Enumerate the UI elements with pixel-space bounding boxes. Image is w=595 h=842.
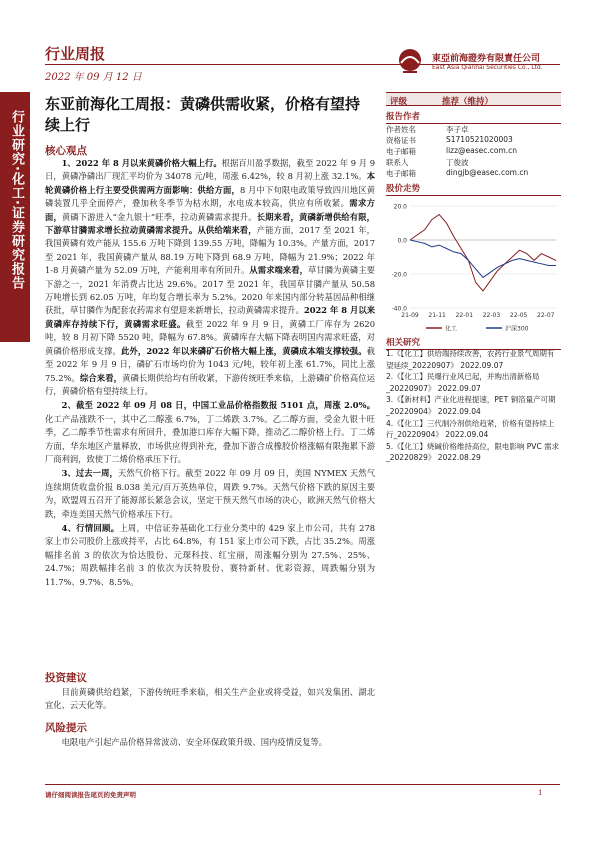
- analyst-row: [386, 146, 561, 156]
- analyst-row: [386, 135, 561, 145]
- analyst-row-value: 李子卓: [446, 125, 469, 134]
- text: 黄磷长期供给均有所收紧，下游传统旺季来临，上游磷矿价格高位运行，黄磷价格有望持续上行。: [45, 372, 375, 396]
- series-line: [410, 215, 556, 292]
- bold-text: 综合来看，: [79, 372, 123, 383]
- x-tick-label: 21-11: [428, 312, 446, 319]
- x-tick-label: 21-09: [401, 312, 419, 319]
- text: 化工产品涨跌不一，其中乙二醇涨 6.7%，丁二烯跌 3.7%。乙二醇方面，受金九银十旺季，乙二醇季节性需求有所回升，叠加港口库存大幅下降，推动乙二醇价格上行。丁二烯方面，华东地区产量释放，市场供应得到补充，叠加下游合成橡胶价格涨幅有限拖累下游厂商利润，致使丁二烯价格承压下行。: [45, 413, 375, 464]
- footer-disclaimer: 请仔细阅读报告尾页的免责声明: [45, 791, 136, 799]
- company-name-en: East Asia Qianhai Securities Co., Ltd.: [432, 64, 543, 71]
- analyst-row-key: 联系人: [386, 158, 409, 167]
- analyst-row: [386, 124, 561, 134]
- bold-text: 3、过去一周，: [61, 468, 118, 479]
- y-tick-label: 0.0: [397, 237, 407, 245]
- related-item[interactable]: 5.《【化工】烧碱价格维持高位，限电影响 PVC 需求_20220829》 2022.08.29: [386, 441, 560, 463]
- x-tick-label: 22-01: [455, 312, 474, 319]
- analyst-row: [386, 168, 561, 178]
- text: 8 月中下旬限电政策导致四川地区黄磷装置几乎全面停产，叠加秋冬季节为枯水期，水电成本较高，供应有所收紧。: [45, 184, 375, 209]
- stock-trend-heading: 股价走势: [386, 182, 561, 196]
- y-tick-label: -40.0: [391, 305, 407, 313]
- analyst-row: [386, 157, 561, 167]
- analyst-row-value: dingjb@easec.com.cn: [446, 168, 529, 177]
- report-date: 2022 年 09 月 12 日: [45, 72, 142, 83]
- section-risk: 风险提示: [45, 722, 87, 734]
- legend-label: 化工: [445, 325, 458, 333]
- investment-text: 目前黄磷供给趋紧，下游传统旺季来临，相关生产企业或将受益，如兴发集团、湖北宜化、云天化等。: [45, 687, 375, 711]
- page-number: 1: [538, 789, 543, 797]
- analyst-row-value: lizz@easec.com.cn: [446, 146, 518, 155]
- analyst-row-value: 丁俊波: [446, 158, 469, 167]
- analyst-heading: 报告作者: [386, 110, 561, 124]
- text: 天然气价格下行。截至 2022 年 09 月 09 日，美国 NYMEX 天然气连续期货收盘价报 8.038 美元/百万英热单位，周跌 9.7%。天然气价格下跌的原因主要为，欧盟周五召开了能源部长紧急会议，坚定干预天然气市场的决心，欧洲天然气价格大跌，牵连美国天然气价格承压下行。: [45, 468, 375, 519]
- related-item[interactable]: 3.《【新材料】产业化进程提速，PET 铜箔量产可期 _20220904》 2022.09.04: [386, 395, 556, 416]
- y-tick-label: 20.0: [393, 203, 407, 211]
- footer-divider: [45, 784, 560, 785]
- paragraph-1: [45, 157, 375, 398]
- investment-body: [45, 686, 375, 714]
- bold-text: 需求方面，: [45, 198, 375, 222]
- bold-text: 4、行情回顾。: [61, 522, 120, 533]
- related-heading: 相关研究: [386, 336, 561, 350]
- analyst-row-key: 电子邮箱: [386, 169, 416, 178]
- sidebar-label: 行业研究·化工·证券研究报告: [9, 110, 24, 290]
- series-line: [410, 240, 556, 277]
- section-investment: 投资建议: [45, 672, 87, 684]
- analyst-row-value: S1710521020003: [446, 135, 513, 144]
- paragraph-2: [45, 399, 375, 466]
- bold-text: 2022 年 8 月以来黄磷库存持续下行，黄磷需求旺盛。: [45, 305, 375, 329]
- text: 产能方面，2017 至 2021 年，我国黄磷有效产能从 155.6 万吨下降到 139.55 万吨，降幅为 10.3%。产量方面，2017 至 2021 年，我国黄磷产量从 88.19 万吨下降到 68.9 万吨，降幅为 21.9%；2022 年 1-8 月黄磷产量为 52.09 万吨，产能利用率有所回升。: [45, 225, 375, 276]
- text: 上周，中信证券基础化工行业分类中的 429 家上市公司，共有 278 家上市公司股价上涨或持平，占比 64.8%，有 151 家上市公司下跌，占比 35.2%。周涨幅排名前 3 的依次为恰达股份、元琛科技、红宝丽，周涨幅分别为 27.5%、25%、24.7%；周跌幅排名前 3 的依次为沃特股份、赛特新材、优彩资源，周跌幅分别为 11.7%、9.7%、8.5%。: [45, 522, 375, 587]
- company-name-cn: 東亞前海證券有限責任公司: [432, 54, 541, 64]
- bold-text: 1、2022 年 8 月以来黄磷价格大幅上行。: [61, 158, 222, 168]
- bold-text: 长期来看，黄磷新增供给有限，下游草甘膦需求增长拉动黄磷需求提升。从供给端来看，: [45, 211, 375, 236]
- rating-label: 评级: [390, 97, 408, 107]
- analyst-row-key: 资格证书: [386, 136, 416, 145]
- x-tick-label: 22-07: [537, 312, 555, 319]
- analyst-row-key: 作者姓名: [386, 125, 416, 134]
- text: 截至 2022 年 9 月 9 日，磷矿石市场均价为 1043 元/吨，较年初上涨 61.7%，同比上涨 75.2%。: [45, 345, 375, 383]
- x-tick-label: 22-05: [509, 312, 528, 319]
- paragraph-4: [45, 522, 375, 589]
- x-tick-label: 22-03: [482, 312, 501, 319]
- analyst-row-key: 电子邮箱: [386, 147, 416, 156]
- bold-text: 此外，2022 年以来磷矿石价格大幅上涨，黄磷成本端支撑较强。: [121, 345, 367, 356]
- rating-value: 推荐（维持）: [442, 97, 494, 107]
- text: 黄磷下游进入“金九银十”旺季，拉动黄磷需求提升。: [61, 211, 257, 222]
- text: 截至 2022 年 9 月 9 日，黄磷工厂库存为 2620 吨，较 8 月初下降 5520 吨，降幅为 67.8%。黄磷库存大幅下降表明国内需求旺盛，对黄磷价格形成支撑。: [45, 318, 375, 356]
- related-research-list: [386, 348, 561, 464]
- bold-text: 2、截至 2022 年 09 月 08 日，中国工业品价格指数报 5101 点，周涨 2.0%。: [61, 400, 375, 411]
- risk-text: 电限电产引起产品价格异常波动、安全环保政策升级、国内疫情反复等。: [61, 737, 328, 747]
- paragraph-3: [45, 467, 375, 521]
- related-item[interactable]: 4.《【化工】三代制冷剂供给趋紧，价格有望持续上行_20220904》 2022.09.04: [386, 418, 555, 440]
- rating-bar: [386, 92, 561, 106]
- text: 根据百川盈孚数据，截至 2022 年 9 月 9 日，黄磷净磷出厂现汇平均价为 34078 元/吨，周涨 6.42%，较 8 月初上涨 32.1%。: [45, 158, 375, 182]
- report-title: 东亚前海化工周报：黄磷供需收紧，价格有望持续上行: [45, 95, 361, 134]
- report-type: 行业周报: [45, 45, 106, 63]
- sidebar-band: [0, 92, 30, 342]
- bold-text: 本轮黄磷价格上行主要受供需两方面影响：供给方面，: [45, 171, 375, 195]
- related-item[interactable]: 2.《【化工】民爆行业风已起，并购出清新格局_20220907》 2022.09.07: [386, 372, 540, 393]
- company-logo-icon: [395, 47, 425, 75]
- text: 草甘膦为黄磷主要下游之一，2021 年消费占比达 29.6%。2017 至 2021 年，我国草甘膦产量从 50.58 万吨增长到 62.05 万吨，年均复合增长率为 5.2%。2020 年来国内部分转基因品种相继获批，草甘膦作为配套农药需求有望迎来新增长，拉动黄磷需求提升。: [45, 265, 375, 316]
- y-tick-label: -20.0: [391, 271, 407, 279]
- risk-body: [45, 736, 375, 750]
- section-core-views: 核心观点: [45, 145, 87, 157]
- bold-text: 从需求端来看，: [249, 265, 309, 276]
- core-views-body: [45, 157, 375, 590]
- related-item[interactable]: 1.《【化工】供给端持续改善，农药行业景气周期有望延续_20220907》 2022.09.07: [386, 349, 555, 370]
- legend-label: 沪深300: [505, 325, 529, 333]
- report-type-header: [45, 43, 105, 64]
- stock-trend-chart: [386, 196, 561, 336]
